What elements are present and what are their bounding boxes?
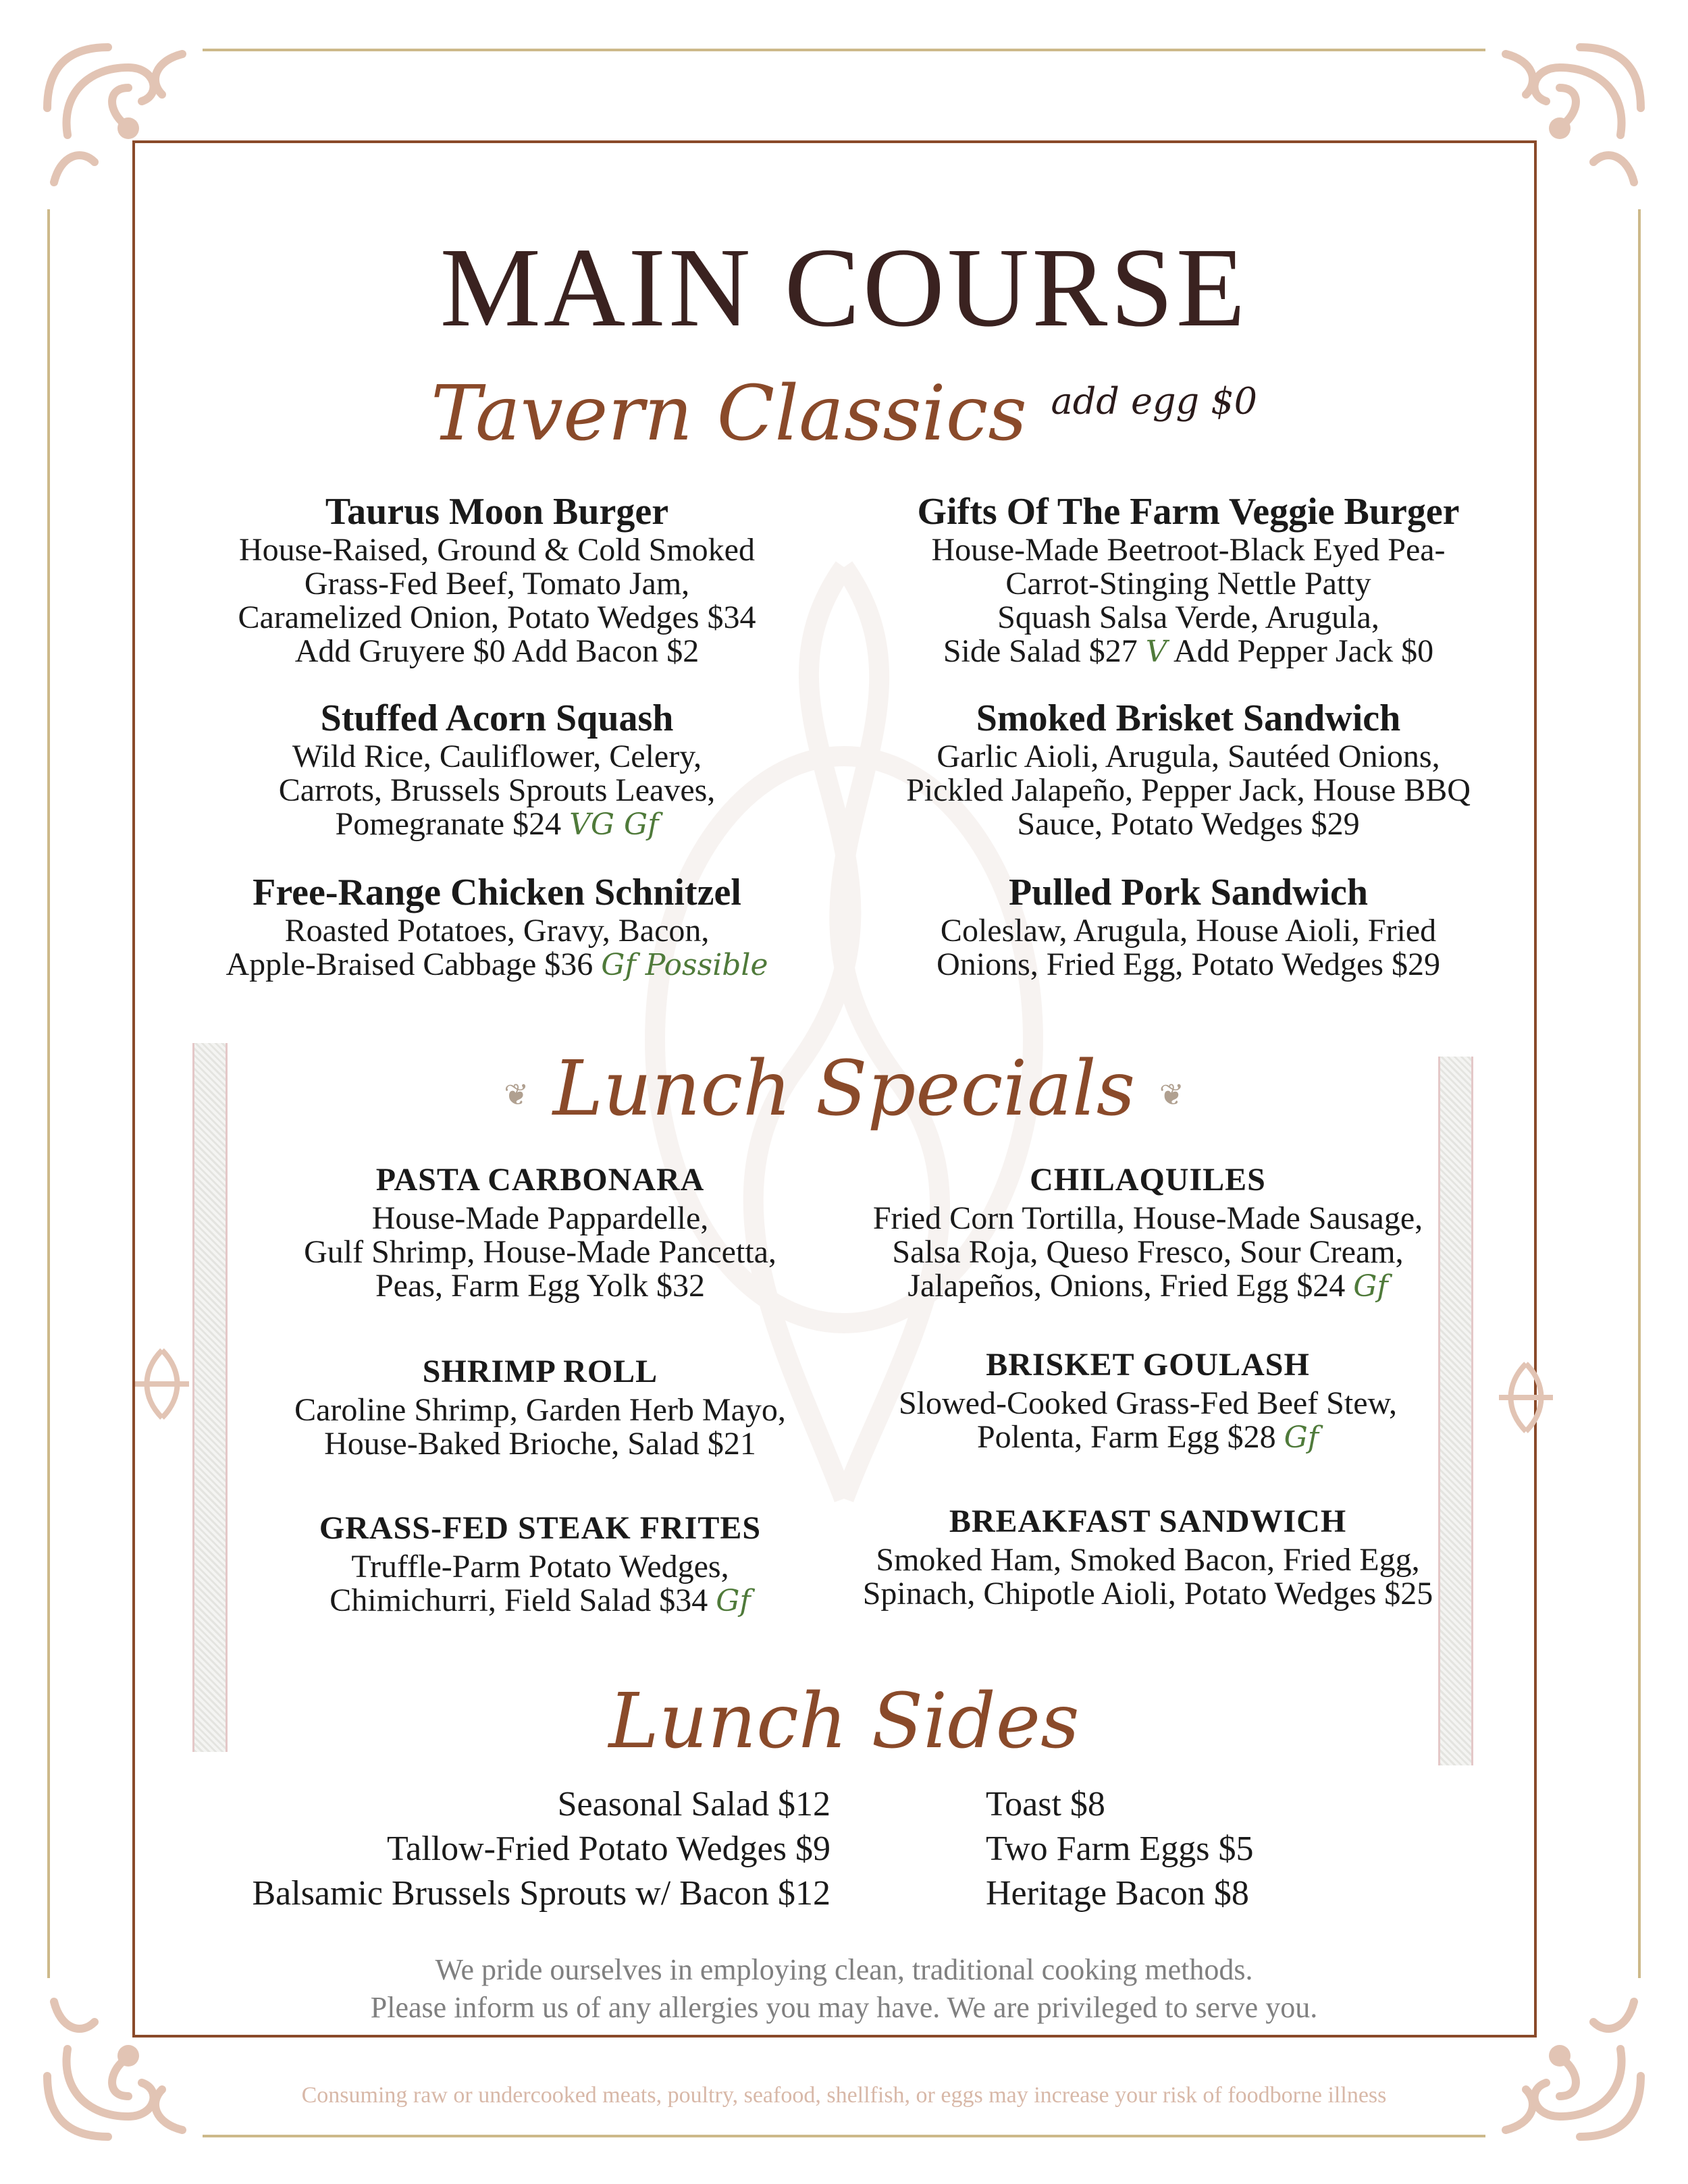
item-name: BREAKFAST SANDWICH: [949, 1503, 1347, 1539]
dietary-tag: Gf: [1284, 1420, 1319, 1455]
item-desc: Truffle-Parm Potato Wedges,: [351, 1549, 729, 1584]
dietary-tag: Gf: [716, 1584, 751, 1618]
item-price-line: Pomegranate $24: [335, 806, 562, 842]
menu-item-taurus-moon-burger: [159, 490, 835, 668]
corner-ornament-icon: [27, 27, 203, 203]
dietary-tag: V: [1145, 635, 1167, 669]
item-desc: Onions, Fried Egg, Potato Wedges $29: [937, 947, 1440, 982]
item-name: SHRIMP ROLL: [422, 1354, 658, 1389]
sides-list-left: [252, 1782, 830, 1916]
item-price-line: Polenta, Farm Egg $28: [976, 1419, 1276, 1455]
item-desc: Sauce, Potato Wedges $29: [1017, 806, 1360, 842]
item-desc-last: [203, 1584, 878, 1618]
dietary-tag: Gf Possible: [601, 948, 768, 982]
tavern-classics-heading: [0, 370, 1688, 458]
item-desc: Slowed-Cooked Grass-Fed Beef Stew,: [898, 1385, 1398, 1421]
flourish-left-icon: ❦: [504, 1077, 529, 1113]
list-item: Tallow-Fried Potato Wedges $9: [386, 1830, 830, 1868]
sides-list-right: [986, 1782, 1253, 1916]
lunch-specials-title: Lunch Specials: [552, 1045, 1136, 1133]
lunch-specials-heading: [0, 1045, 1688, 1133]
item-desc-last: [851, 635, 1526, 669]
item-desc: Add Gruyere $0 Add Bacon $2: [294, 633, 700, 669]
item-addon: Add Pepper Jack $0: [1173, 633, 1434, 669]
item-price-line: Jalapeños, Onions, Fried Egg $24: [907, 1268, 1346, 1304]
dietary-tag: VG Gf: [569, 807, 659, 842]
item-name: Taurus Moon Burger: [325, 491, 669, 533]
flourish-right-icon: ❦: [1159, 1077, 1184, 1113]
item-price-line: Side Salad $27: [943, 633, 1138, 669]
footer-note: [0, 1951, 1688, 2027]
item-desc: House-Baked Brioche, Salad $21: [324, 1426, 756, 1462]
item-desc: House-Made Beetroot-Black Eyed Pea-: [931, 532, 1446, 568]
item-name: CHILAQUILES: [1030, 1162, 1266, 1198]
tavern-classics-title: Tavern Classics: [431, 370, 1027, 458]
menu-item-stuffed-acorn-squash: [159, 697, 835, 842]
item-desc: Wild Rice, Cauliflower, Celery,: [292, 739, 702, 774]
item-desc: Spinach, Chipotle Aioli, Potato Wedges $25: [862, 1576, 1433, 1612]
menu-item-smoked-brisket-sandwich: [851, 697, 1526, 841]
item-desc: Roasted Potatoes, Gravy, Bacon,: [284, 913, 710, 949]
item-desc-last: [810, 1420, 1485, 1455]
item-desc: Smoked Ham, Smoked Bacon, Fried Egg,: [876, 1542, 1420, 1578]
list-item: Balsamic Brussels Sprouts w/ Bacon $12: [252, 1874, 830, 1913]
list-item: Seasonal Salad $12: [557, 1785, 830, 1823]
list-item: Heritage Bacon $8: [986, 1874, 1249, 1913]
right-pillar-fleur-icon: [1492, 1357, 1560, 1438]
menu-item-pulled-pork-sandwich: [851, 871, 1526, 982]
item-name: Pulled Pork Sandwich: [1008, 872, 1369, 913]
item-desc: Peas, Farm Egg Yolk $32: [375, 1268, 706, 1304]
menu-item-chicken-schnitzel: [159, 871, 835, 982]
item-desc: Squash Salsa Verde, Arugula,: [997, 600, 1379, 635]
item-desc-last: [159, 948, 835, 982]
item-name: Free-Range Chicken Schnitzel: [253, 872, 741, 913]
item-desc: House-Raised, Ground & Cold Smoked: [239, 532, 755, 568]
item-price-line: Apple-Braised Cabbage $36: [226, 947, 594, 982]
footer-line: Please inform us of any allergies you may have. We are privileged to serve you.: [370, 1991, 1318, 2024]
menu-item-steak-frites: [203, 1507, 878, 1618]
item-desc: Salsa Roja, Queso Fresco, Sour Cream,: [892, 1234, 1404, 1270]
item-price-line: Chimichurri, Field Salad $34: [329, 1582, 708, 1618]
lunch-sides-heading: Lunch Sides: [608, 1678, 1080, 1765]
item-desc: House-Made Pappardelle,: [371, 1200, 709, 1236]
add-egg-note: add egg $0: [1051, 379, 1257, 423]
item-desc-last: [810, 1269, 1485, 1304]
item-desc: Caroline Shrimp, Garden Herb Mayo,: [294, 1392, 786, 1428]
menu-item-shrimp-roll: [203, 1350, 878, 1461]
item-desc: Grass-Fed Beef, Tomato Jam,: [304, 566, 690, 602]
menu-item-breakfast-sandwich: [810, 1500, 1485, 1611]
menu-item-chilaquiles: [810, 1158, 1485, 1304]
food-safety-disclaimer: Consuming raw or undercooked meats, poultry, seafood, shellfish, or eggs may increase your risk of foodborne illness: [301, 2083, 1387, 2108]
item-desc: Carrots, Brussels Sprouts Leaves,: [278, 772, 716, 808]
left-pillar-fleur-icon: [128, 1343, 196, 1424]
bottom-border-line: [203, 2135, 1485, 2137]
list-item: Toast $8: [986, 1785, 1105, 1823]
item-desc: Carrot-Stinging Nettle Patty: [1005, 566, 1371, 602]
item-name: Gifts Of The Farm Veggie Burger: [917, 491, 1460, 533]
item-desc: Fried Corn Tortilla, House-Made Sausage,: [872, 1200, 1423, 1236]
item-name: Smoked Brisket Sandwich: [976, 697, 1401, 739]
footer-line: We pride ourselves in employing clean, traditional cooking methods.: [435, 1953, 1253, 1986]
item-name: PASTA CARBONARA: [375, 1162, 705, 1198]
page-title: MAIN COURSE: [440, 225, 1248, 350]
item-desc: Gulf Shrimp, House-Made Pancetta,: [304, 1234, 776, 1270]
list-item: Two Farm Eggs $5: [986, 1830, 1254, 1868]
item-name: Stuffed Acorn Squash: [320, 697, 674, 739]
dietary-tag: Gf: [1353, 1269, 1388, 1304]
menu-item-brisket-goulash: [810, 1343, 1485, 1455]
menu-item-pasta-carbonara: [203, 1158, 878, 1303]
menu-item-veggie-burger: [851, 490, 1526, 669]
item-desc: Pickled Jalapeño, Pepper Jack, House BBQ: [906, 772, 1471, 808]
item-desc-last: [159, 807, 835, 842]
item-desc: Caramelized Onion, Potato Wedges $34: [238, 600, 756, 635]
item-name: BRISKET GOULASH: [986, 1347, 1310, 1383]
item-name: GRASS-FED STEAK FRITES: [319, 1510, 762, 1546]
item-desc: Garlic Aioli, Arugula, Sautéed Onions,: [937, 739, 1440, 774]
top-border-line: [203, 49, 1485, 51]
item-desc: Coleslaw, Arugula, House Aioli, Fried: [940, 913, 1437, 949]
corner-ornament-icon: [1485, 27, 1661, 203]
